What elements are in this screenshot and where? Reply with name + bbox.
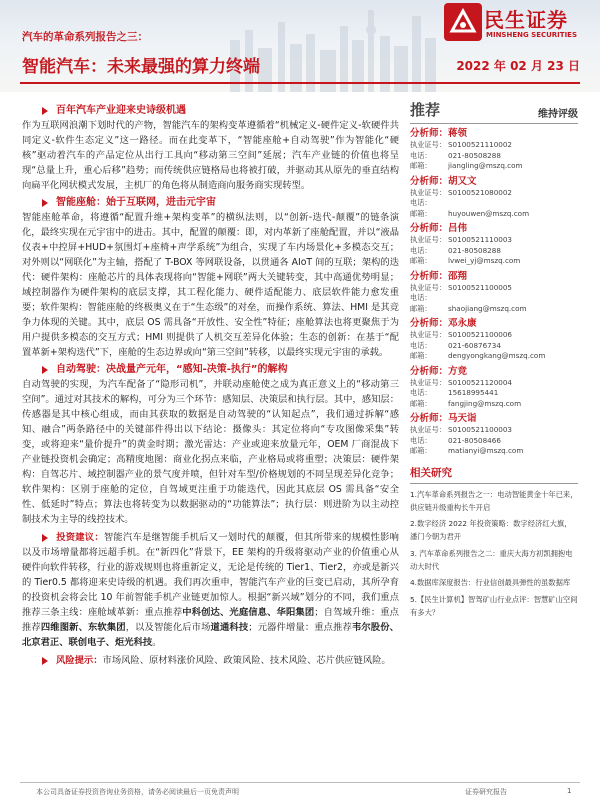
footer-label: 证券研究报告: [465, 788, 507, 796]
analyst-name: 邓永康: [448, 318, 477, 329]
section-opportunity: [22, 104, 399, 193]
analyst-role: 分析师：: [410, 223, 449, 234]
rating-status: 维持评级: [538, 109, 578, 120]
analyst-cert: S0100521120004: [448, 377, 513, 387]
recommended-stocks-autodrive: 四维图新、东软集团: [40, 622, 126, 633]
analyst-email-link[interactable]: huyouwen@mszq.com: [448, 208, 530, 218]
recommended-stocks-aftermarket: 道通科技: [210, 622, 249, 633]
analyst-cert: S0100521100005: [448, 282, 513, 292]
analyst-name: 邵翔: [448, 270, 468, 282]
recommended-stocks-cockpit: 中科创达、光庭信息、华阳集团: [182, 607, 315, 618]
section-body: 作为互联网浪潮下划时代的产物，智能汽车的架构变革遵循着“机械定义-硬件定义-软硬件共同定义-软件生态定义”这一路径。而在此变革下，“智能座舱+自动驾驶”作为智能化“硬核”驱动着汽车的产品定位从出行工具向“移动第三空间”延展；汽车产业链的价值也将呈现“总量上升，重心后移”趋势；而传统供应链格局也将被打破，并驱动其从原先的垂直结构向扁平化网状模式发展，主机厂的角色将从制造商向服务商实现转型。: [22, 120, 399, 191]
report-title: 智能汽车：未来最强的算力终端: [22, 57, 260, 77]
section-autonomous-driving: [22, 363, 399, 527]
analyst-role: 分析师：: [410, 175, 449, 187]
analyst-email-link[interactable]: fangjing@mszq.com: [448, 398, 522, 408]
analyst-card: 分析师： 吕伟 执业证号： S0100521110003 电话： 021-80508288 邮箱： lvwei_yj@mszq.com: [410, 223, 521, 265]
analyst-email-link[interactable]: shaojiang@mszq.com: [448, 303, 527, 313]
main-content: [22, 104, 399, 671]
arrow-icon: [42, 199, 48, 207]
report-date: 2022 年 02 月 23 日: [456, 59, 580, 73]
analyst-phone: 021-60876734: [448, 340, 501, 350]
analyst-name: 胡又文: [448, 175, 477, 187]
section-body: 智能座舱革命，将遵循“配置升维+架构变革”的横纵法则，以“创新-迭代-颠覆”的链条演化，最终实现在元宇宙中的进击。其中，配置的颠覆：即，对内革新了座舱配置，并以“液晶仪表+中控屏+HUD+氛围灯+座椅+声学系统”为组合，实现了车内场景化+多模态交互；对外则以“网联化”为主轴，搭配了 T-BOX 等网联设备，以贯通各 AIoT 间的互联；架构的迭代：硬件架构：座舱芯片的具体表现将向“智能+网联”两大关键转变，其中高通优势明显；域控制器作为硬件架构的底层支撑，其工程化能力、硬件适配能力、底层软件能力愈发重要；软件架构：智能座舱的终极奥义在于“生态级”的对垒，而操作系统、算法、HMI 是其竞争力体现的关键。其中，底层 OS 需具备“开放性、安全性”特征；座舱算法也将更聚焦于为用户提供多模态的交互方式；HMI 则提供了人机交互差异化体验；生态的创新：在基于“配置革新+架构迭代”下，座舱的生态边界或向“第三空间”转移，以最终实现元宇宙的承载。: [22, 212, 399, 358]
analyst-name: 方竞: [448, 365, 468, 377]
section-heading: 自动驾驶：决战量产元年，“感知-决策-执行”的解构: [56, 364, 288, 375]
section-cockpit: [22, 196, 399, 360]
analyst-email-link[interactable]: dengyongkang@mszq.com: [448, 351, 546, 360]
section-risk: 风险提示：市场风险、原材料涨价风险、政策风险、技术风险、芯片供应链风险。: [22, 653, 399, 668]
analyst-role: 分析师：: [410, 413, 449, 424]
analyst-card: 分析师： 马天诣 执业证号： S0100521100003 电话： 021-80508466 邮箱： matianyi@mszq.com: [410, 413, 524, 455]
related-research-link[interactable]: 5.【民生计算机】智驾矿山行业点评：智慧矿山空间有多大？: [410, 594, 578, 617]
analyst-phone: 021-80508288: [448, 245, 501, 255]
arrow-icon: [42, 534, 48, 542]
section-heading: 投资建议: [56, 532, 95, 543]
arrow-icon: [42, 366, 48, 374]
analyst-name: 蒋领: [448, 128, 468, 139]
analyst-role: 分析师：: [410, 270, 449, 282]
analyst-card: 分析师： 邓永康 执业证号： S0100521100006 电话： 021-60876734 邮箱： dengyongkang@mszq.com: [410, 318, 546, 360]
company-logo: [444, 3, 594, 43]
section-body: 智能汽车是继智能手机后又一划时代的颠覆，但其所带来的规模性影响以及市场增量都将远超手机。在“新四化”背景下，EE 架构的升级将驱动产业的价值重心从硬件向软件转移，行业的游戏规则也将重新定义，无论是传统的 Tier1、Tier2，亦或是新兴的 Tier0.5 都将迎来史诗级的机遇。我们再次重申，智能汽车产业的巨变已启动，其所孕育的投资机会将会比 10 年前智能手机产业链更加惊人。根据“新兴域”划分的不同，我们重点推荐三条主线：座舱域革新：重点推荐: [22, 532, 399, 618]
section-investment-advice: 投资建议：智能汽车是继智能手机后又一划时代的颠覆，但其所带来的规模性影响以及市场增量都将远超手机。在“新四化”背景下，EE 架构的升级将驱动产业的价值重心从硬件向软件转移，行业的游戏规则也将重新定义，无论是传统的 Tier1、Tier2，亦或是新兴的 Tier0.5 都将迎来史诗级的机遇。我们再次重申，智能汽车产业的巨变已启动，其所孕育的投资机会将会比 10 年前智能手机产业链更加惊人。根据“新兴域”划分的不同，我们重点推荐三条主线：座舱域革新：重点推荐中科创达、光庭信息、华阳集团；自驾域升维：重点推荐四维图新、东软集团，以及智能化后市场道通科技；元器件增量：重点推荐韦尔股份、北京君正、联创电子、炬光科技。: [22, 532, 399, 648]
analyst-card: 分析师： 胡又文 执业证号： S0100521080002 电话： 邮箱： huyouwen@mszq.com: [410, 175, 530, 218]
analyst-email-link[interactable]: jiangling@mszq.com: [448, 161, 523, 170]
analyst-phone: 021-80508466: [448, 435, 501, 445]
analyst-cert: S0100521110003: [448, 235, 513, 244]
analyst-cert: S0100521100006: [448, 330, 513, 339]
logo-mark-icon: [444, 3, 482, 41]
related-research-link[interactable]: 2.数字经济 2022 年投资策略：数字经济红大旗，潘门今朝为君开: [410, 519, 572, 542]
analyst-list: [410, 127, 578, 457]
analyst-phone: 021-80508288: [448, 150, 501, 160]
section-body: 市场风险、原材料涨价风险、政策风险、技术风险、芯片供应链风险。: [102, 655, 391, 666]
logo-chinese: 民生证券: [484, 8, 568, 32]
section-heading: 百年汽车产业迎来史诗级机遇: [56, 105, 186, 116]
analyst-name: 马天诣: [448, 413, 477, 424]
arrow-icon: [42, 107, 48, 115]
rating-box: [410, 96, 578, 124]
related-research-title: 相关研究: [410, 465, 578, 484]
analyst-cert: S0100521100003: [448, 425, 513, 434]
recommendation: 推荐: [410, 101, 441, 119]
page-number: 1: [567, 787, 572, 795]
analyst-card: 分析师： 方竞 执业证号： S0100521120004 电话： 15618995441 邮箱： fangjing@mszq.com: [410, 365, 522, 408]
analyst-cert: S0100521080002: [448, 187, 513, 197]
report-series: 汽车的革命系列报告之三：: [22, 31, 148, 43]
analyst-card: 分析师： 蒋领 执业证号： S0100521110002 电话： 021-80508288 邮箱： jiangling@mszq.com: [410, 128, 523, 170]
disclaimer-note: 本公司具备证券投资咨询业务资格，请务必阅读最后一页免责声明: [36, 788, 239, 796]
analyst-email-link[interactable]: lvwei_yj@mszq.com: [448, 256, 521, 265]
sidebar: [410, 96, 578, 622]
related-research-link[interactable]: 1.汽车革命系列报告之一：电动智能黄金十年已来，供应链升级重构长牛开启: [410, 489, 578, 512]
analyst-cert: S0100521110002: [448, 140, 513, 149]
arrow-icon: [42, 657, 48, 665]
analyst-role: 分析师：: [410, 318, 449, 329]
section-heading: 智能座舱：始于互联网，进击元宇宙: [56, 197, 216, 208]
analyst-role: 分析师：: [410, 128, 449, 139]
report-header: [0, 0, 600, 92]
related-research-link[interactable]: 3. 汽车革命系列报告之二：重庆大海方初凯拥抱电动大时代: [410, 548, 573, 571]
analyst-role: 分析师：: [410, 365, 449, 377]
page-footer: [0, 782, 600, 800]
analyst-name: 吕伟: [448, 223, 468, 234]
related-research: [410, 465, 578, 620]
logo-english: MINSHENG SECURITIES: [486, 31, 577, 39]
analyst-card: 分析师： 邵翔 执业证号： S0100521100005 电话： 邮箱： shaojiang@mszq.com: [410, 270, 527, 313]
analyst-phone: 15618995441: [448, 388, 499, 397]
recommended-stocks-components: 韦尔股份、北京君正、联创电子、炬光科技: [22, 622, 399, 648]
section-body: 自动驾驶的实现，为汽车配备了“隐形司机”，并联动座舱使之成为真正意义上的“移动第三空间”。通过对其技术的解构，可分为三个环节：感知层、决策层和执行层。其中，感知层：传感器是其中核心组成，而由其获取的数据是自动驾驶的“认知起点”，我们通过拆解“感知、融合”两条路径中的关键部件得出以下结论：摄像头：其定位将向“专攻图像采集”转变，或将迎来“量价提升”的黄金时期；激光雷达：产业或迎来放量元年，OEM 厂商混战下产业链投资机会确定；高精度地图：商业化拐点来临，产业格局或将重塑；决策层：硬件架构：自驾芯片、域控制器产业的景气度并喷，但针对车型/价格规划的不同呈现差异化竞争；软件架构：区别于座舱的定位，自驾域更注重于功能迭代，因此其底层 OS 需具备“安全性、低延时”特点；算法也将转变为以数据驱动的“功能算法”；执行层：则进阶为以主动控制技术为主导的线控技术。: [22, 379, 399, 525]
analyst-email-link[interactable]: matianyi@mszq.com: [448, 446, 524, 455]
related-research-link[interactable]: 4.数据库深度报告：行业信创最具弹性的虽数据库: [410, 578, 571, 588]
header-divider: [20, 82, 580, 84]
section-heading: 风险提示: [56, 655, 94, 666]
